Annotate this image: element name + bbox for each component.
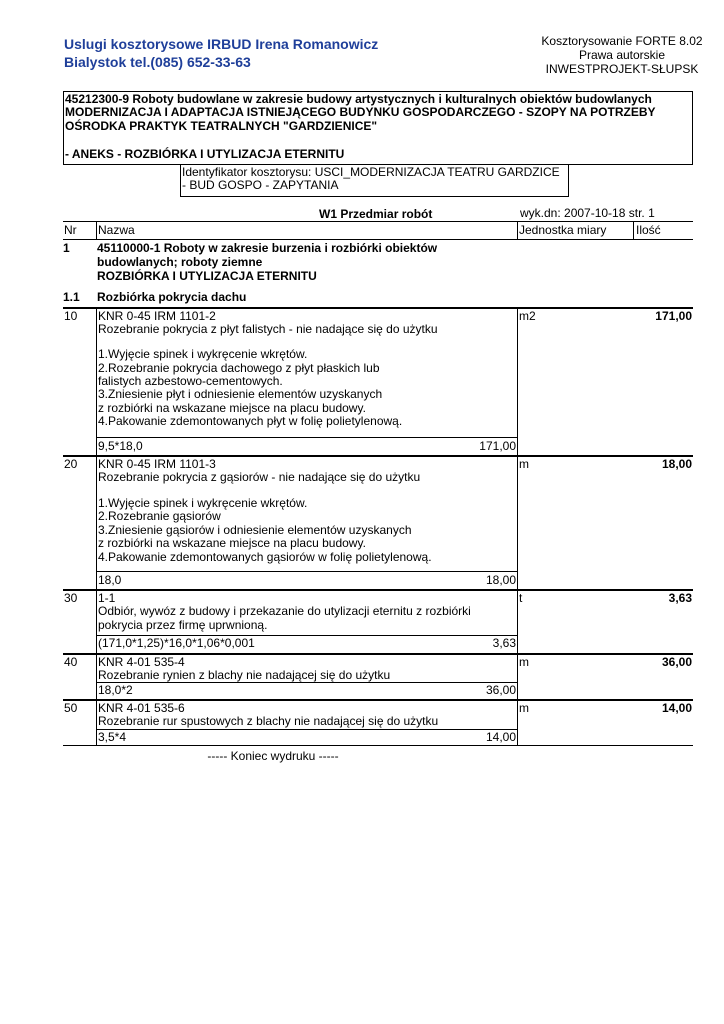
- software-name: Kosztorysowanie FORTE 8.02: [541, 34, 703, 48]
- item-nr: 40: [64, 655, 78, 669]
- column-header: [63, 221, 693, 240]
- col-unit: Jednostka miary: [519, 223, 607, 237]
- subsection-nr: 1.1: [63, 290, 80, 304]
- item-qty: 14,00: [661, 701, 692, 715]
- item-code: KNR 0-45 IRM 1101-3: [98, 457, 216, 471]
- item-qty: 18,00: [661, 457, 692, 471]
- item-detail: 4.Pakowanie zdemontowanych gąsiorów w folię polietylenową.: [98, 550, 432, 564]
- title-line-project-cont: OŚRODKA PRAKTYK TEATRALNYCH "GARDZIENICE": [65, 119, 378, 133]
- title-line-cpv: 45212300-9 Roboty budowlane w zakresie budowy artystycznych i kulturalnych obiektów budowlanych: [65, 92, 652, 106]
- table-row: [63, 653, 693, 699]
- item-formula: (171,0*1,25)*16,0*1,06*0,001: [98, 636, 255, 650]
- item-qty: 3,63: [668, 591, 692, 605]
- item-unit: m2: [519, 309, 536, 323]
- identifier-line-cont: - BUD GOSPO - ZAPYTANIA: [182, 178, 339, 192]
- col-name: Nazwa: [98, 223, 135, 237]
- item-nr: 50: [64, 701, 78, 715]
- software-info: [528, 34, 716, 76]
- item-subtotal: 171,00: [479, 439, 516, 453]
- title-box: [63, 91, 693, 165]
- section-title-2: budowlanych; roboty ziemne: [97, 255, 263, 269]
- item-detail: 3.Zniesienie gąsiorów i odniesienie elementów uzyskanych: [98, 523, 412, 537]
- item-subtotal: 36,00: [485, 683, 516, 697]
- table-row: [63, 589, 693, 653]
- report-title: W1 Przedmiar robót: [319, 207, 433, 221]
- item-desc: Rozebranie rur spustowych z blachy nie nadającej się do użytku: [98, 714, 439, 728]
- col-qty: Ilość: [636, 223, 661, 237]
- item-subtotal: 18,00: [485, 573, 516, 587]
- company-address: Bialystok tel.(085) 652-33-63: [64, 54, 251, 70]
- item-desc: pokrycia przez firmę uprwnioną.: [98, 618, 268, 632]
- item-formula: 18,0*2: [98, 683, 133, 697]
- report-date-page: wyk.dn: 2007-10-18 str. 1: [520, 206, 655, 220]
- item-unit: m: [519, 701, 529, 715]
- item-code: KNR 4-01 535-4: [98, 655, 185, 669]
- item-detail: 2.Rozebranie pokrycia dachowego z płyt płaskich lub: [98, 361, 380, 375]
- item-qty: 36,00: [661, 655, 692, 669]
- item-formula: 18,0: [98, 573, 122, 587]
- copyright-owner: INWESTPROJEKT-SŁUPSK: [545, 62, 699, 76]
- company-info: [64, 35, 378, 71]
- table-row: [63, 455, 693, 589]
- item-detail: 4.Pakowanie zdemontowanych płyt w folię polietylenową.: [98, 414, 403, 428]
- identifier-line: Identyfikator kosztorysu: USCI_MODERNIZACJA TEATRU GARDZICE: [182, 165, 560, 179]
- col-nr: Nr: [64, 223, 77, 237]
- item-unit: m: [519, 457, 529, 471]
- item-unit: t: [519, 591, 523, 605]
- item-formula: 9,5*18,0: [98, 439, 143, 453]
- end-of-print: ----- Koniec wydruku -----: [207, 749, 339, 763]
- copyright-label: Prawa autorskie: [578, 48, 666, 62]
- item-detail: z rozbiórki na wskazane miejsce na placu budowy.: [98, 536, 366, 550]
- item-formula: 3,5*4: [98, 730, 127, 744]
- item-desc: Rozebranie rynien z blachy nie nadającej się do użytku: [98, 668, 391, 682]
- item-code: KNR 4-01 535-6: [98, 701, 185, 715]
- item-detail: 1.Wyjęcie spinek i wykręcenie wkrętów.: [98, 496, 308, 510]
- item-desc: Rozebranie pokrycia z płyt falistych - nie nadające się do użytku: [98, 322, 438, 336]
- item-detail: falistych azbestowo-cementowych.: [98, 374, 283, 388]
- item-unit: m: [519, 655, 529, 669]
- title-line-project: MODERNIZACJA I ADAPTACJA ISTNIEJĄCEGO BUDYNKU GOSPODARCZEGO - SZOPY NA POTRZEBY: [65, 105, 656, 119]
- table-row: [63, 307, 693, 455]
- item-detail: 1.Wyjęcie spinek i wykręcenie wkrętów.: [98, 347, 308, 361]
- item-nr: 30: [64, 591, 78, 605]
- item-code: KNR 0-45 IRM 1101-2: [98, 309, 216, 323]
- company-name: Uslugi kosztorysowe IRBUD Irena Romanowicz: [64, 36, 379, 52]
- item-detail: 3.Zniesienie płyt i odniesienie elementów uzyskanych: [98, 387, 383, 401]
- section-title-1: 45110000-1 Roboty w zakresie burzenia i rozbiórki obiektów: [97, 241, 438, 255]
- section-nr: 1: [63, 241, 70, 255]
- item-desc: Odbiór, wywóz z budowy i przekazanie do utylizacji eternitu z rozbiórki: [98, 604, 471, 618]
- table-row: [63, 699, 693, 747]
- item-nr: 10: [64, 309, 78, 323]
- item-nr: 20: [64, 457, 78, 471]
- identifier-box: [180, 165, 569, 197]
- title-line-annex: - ANEKS - ROZBIÓRKA I UTYLIZACJA ETERNITU: [65, 147, 345, 161]
- item-qty: 171,00: [655, 309, 692, 323]
- section-title-3: ROZBIÓRKA I UTYLIZACJA ETERNITU: [97, 269, 317, 283]
- subsection-name: Rozbiórka pokrycia dachu: [97, 290, 247, 304]
- item-desc: Rozebranie pokrycia z gąsiorów - nie nadające się do użytku: [98, 470, 421, 484]
- item-detail: 2.Rozebranie gąsiorów: [98, 509, 221, 523]
- item-code: 1-1: [98, 591, 116, 605]
- item-subtotal: 3,63: [492, 636, 516, 650]
- item-subtotal: 14,00: [485, 730, 516, 744]
- item-detail: z rozbiórki na wskazane miejsce na placu budowy.: [98, 401, 366, 415]
